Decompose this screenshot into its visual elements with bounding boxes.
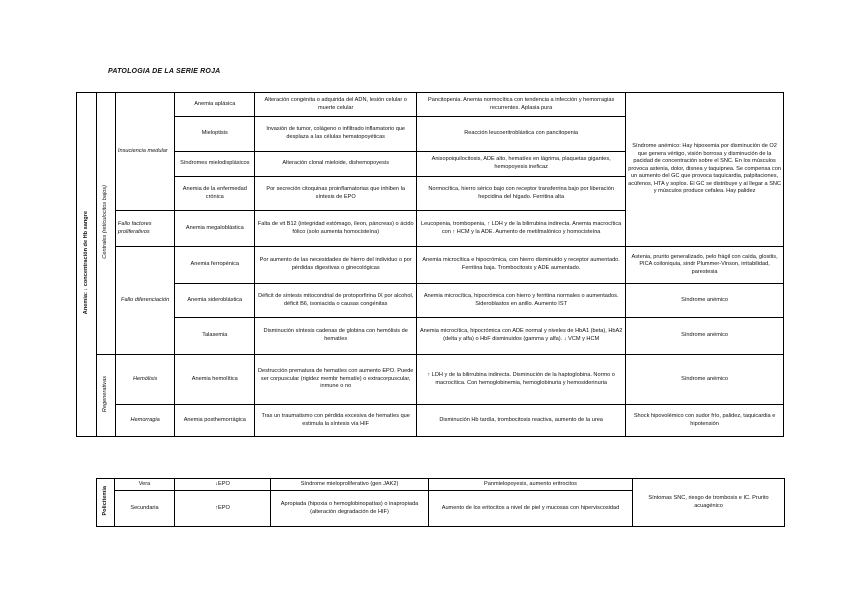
row-cause: Falta de vit B12 (integridad estómago, íleon, páncreas) o ácido fólico (solo aumenta homocisteína) (255, 211, 417, 247)
row-name: Anemia megaloblástica (175, 211, 255, 247)
row-name: Anemia posthemorrágica (175, 405, 255, 437)
row-cause: Disminución síntesis cadenas de globina con hemólisis de hematíes (255, 318, 417, 355)
row-findings: Anemia microcítica, hipocrómica con ADE normal y niveles de HbA1 (beta), HbA2 (delta y alfa) o HbF disminuidos (gamma y alfa). ↓ VCM y HCM (417, 318, 626, 355)
poly-symptoms: Síntomas SNC, riesgo de trombosis e IC. Prurito acuagénico (633, 479, 785, 527)
row-findings: Leucopenia, trombopenia, ↑ LDH y de la bilirrubina indirecta. Anemia macrocítica con ↑ HCM y la ADE. Aumento de metilmalónico y homocisteína (417, 211, 626, 247)
row-cause: Déficit de síntesis mitocondrial de protoporfirina IX por alcohol, déficit B6, isoniacida o causas congénitas (255, 284, 417, 318)
regenerativas-label: Regenerativas (102, 375, 109, 412)
group-fallo-diferenciacion: Fallo diferenciación (115, 247, 174, 355)
page-title: PATOLOGIA DE LA SERIE ROJA (108, 68, 221, 75)
row-name: Secundaria (115, 491, 175, 527)
row-cause: Por secreción citoquinas proinflamatorias que inhiben la síntesis de EPO (255, 177, 417, 211)
row-findings: Normocítica, hierro sérico bajo con receptor transferrina bajo por liberación hepcidina del hígado. Ferritina alta (417, 177, 626, 211)
row-symptoms: Shock hipovolémico con sudor frío, palidez, taquicardia e hipotensión (626, 405, 784, 437)
row-name: Mieloptisis (175, 117, 255, 152)
group-hemolisis: Hemólisis (115, 355, 174, 405)
row-name: Síndromes mielodisplásicos (175, 152, 255, 177)
policitemia-table (96, 478, 785, 527)
row-findings: Aumento de los eritocitos a nivel de piel y mucosas con hiperviscosidad (429, 491, 633, 527)
row-findings: Anemia microcítica e hipocrómica, con hierro disminuido y receptor aumentado. Ferritina baja. Trombocitosis y ADE aumentado. (417, 247, 626, 284)
row-findings: ↑ LDH y de la bilirrubina indirecta. Disminución de la haptoglobina. Normo o macrocítica. Con hemoglobinemia, hemoglobinuria y hemosiderinuria (417, 355, 626, 405)
row-symptoms: Astenia, prurito generalizado, pelo frágil con caída, glositis, PICA coiloniquia, sindr Plummer-Vinson, irritabilidad, parestesia (626, 247, 784, 284)
row-symptoms: Síndrome anémico (626, 318, 784, 355)
anemia-label-cell (77, 93, 97, 437)
row-findings: Panmielopoyesis, aumento eritrocitos (429, 479, 633, 491)
row-cause: Invasión de tumor, colágeno o infiltrado inflamatorio que desplaza a las células hematopoyéticas (255, 117, 417, 152)
row-cause: Alteración congénita o adquirida del ADN, lesión celular o muerte celular (255, 93, 417, 117)
group-hemorragia: Hemorragia (115, 405, 174, 437)
policitemia-label: Policitemia (101, 485, 108, 516)
row-findings: Disminución Hb tardía, trombocitosis reactiva, aumento de la urea (417, 405, 626, 437)
row-findings: Anemia microcítica, hipocrómica con hierro y ferritina normales o aumentados. Sideroblastos en anillo. Aumento IST (417, 284, 626, 318)
row-symptoms: Síndrome anémico (626, 355, 784, 405)
regenerativas-label-cell (97, 355, 115, 437)
row-epo: ↓EPO (175, 479, 271, 491)
row-name: Talasemia (175, 318, 255, 355)
row-findings: Anisopoiquilocitosis, ADE alto, hematíes en lágrima, plaquetas gigantes, hemopoyesis ineficaz (417, 152, 626, 177)
row-cause: Apropiada (hipoxia o hemoglobinopatías) o inapropiada (alteración degradación de HIF) (271, 491, 429, 527)
row-name: Anemia de la enfermedad crónica (175, 177, 255, 211)
group-fallo-factores: Fallo factores proliferativos (115, 211, 174, 247)
row-cause: Tras un traumatismo con pérdida excesiva de hematíes que estimula la síntesis vía HIF (255, 405, 417, 437)
row-name: Vera (115, 479, 175, 491)
row-epo: ↑EPO (175, 491, 271, 527)
centrales-label: Centrales (reticulocitos bajos) (102, 184, 109, 259)
row-findings: Pancitopenia. Anemia normocítica con tendencia a infección y hemorragias recurrentes. Aplasia pura (417, 93, 626, 117)
row-name: Anemia aplásica (175, 93, 255, 117)
row-findings: Reacción leucoeritroblástica con pancitopenia (417, 117, 626, 152)
row-cause: Por aumento de las necesidades de hierro del individuo o por pérdidas digestivas o ginecológicas (255, 247, 417, 284)
row-cause: Destrucción prematura de hematíes con aumento EPO. Puede ser corpuscular (rigidez membr hematíe) o extracorpuscular, inmune o no (255, 355, 417, 405)
row-cause: Síndrome mieloproliferativo (gen JAK2) (271, 479, 429, 491)
row-cause: Alteración clonal mieloide, dishemopoyesis (255, 152, 417, 177)
centrales-label-cell (97, 93, 115, 355)
anemia-table (76, 92, 784, 437)
anemia-label: Anemia: ↓ concentración de Hb sangre (82, 211, 89, 315)
policitemia-label-cell (97, 479, 115, 527)
row-name: Anemia sideroblástica (175, 284, 255, 318)
row-name: Anemia hemolítica (175, 355, 255, 405)
syndrome-text: Síndrome anémico: Hay hipoxemia por disminución de O2 que genera vértigo, visión borrosa y disminución de la pacidad de concentración sobre el SNC. En los músculos provoca astenia, dolor, disnea y taquipnea. Se compensa con un aumento del GC que provoca taquicardia, palpitaciones, acúfenos, HTA y soplos. El GC se distribuye y al llegar a SNC y músculos produce cefalea. Hay palidez (626, 93, 784, 247)
row-symptoms: Síndrome anémico (626, 284, 784, 318)
row-name: Anemia ferropénica (175, 247, 255, 284)
group-insuficiencia: Insuciencia medular (115, 93, 174, 211)
